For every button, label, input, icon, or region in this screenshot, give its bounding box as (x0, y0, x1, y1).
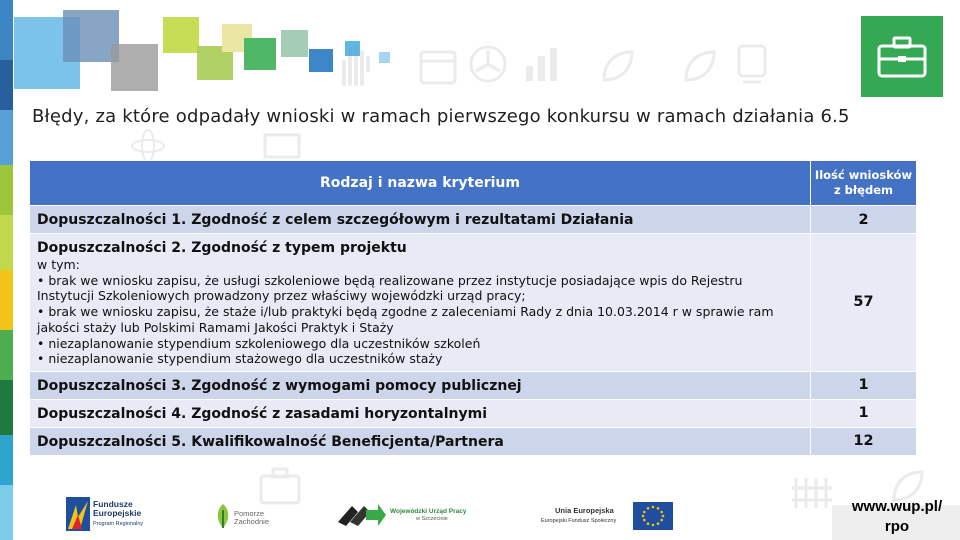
decor-square (379, 52, 390, 63)
decor-square (111, 44, 158, 91)
logo-wup-szczecin (336, 500, 481, 530)
criterion-details (30, 257, 810, 371)
criterion-title: Dopuszczalności 4. Zgodność z zasadami horyzontalnymi (30, 399, 811, 427)
table-row (30, 399, 917, 427)
side-color-strip (0, 0, 13, 540)
presentation-icon (262, 132, 302, 162)
leaf-icon (680, 46, 720, 86)
url-link[interactable] (836, 497, 958, 537)
detail-line: • brak we wniosku zapisu, że usługi szkoleniowe będą realizowane przez instytucje posiadające wpis do Rejestru (37, 272, 743, 288)
fe-flag-icon (66, 497, 90, 531)
decor-square (309, 49, 333, 72)
url-line2: rpo (884, 518, 910, 535)
detail-line: • niezaplanowanie stypendium szkoleniowego dla uczestników szkoleń (37, 335, 481, 351)
column-header-count-line2: z błędem (833, 183, 893, 197)
criterion-title: Dopuszczalności 5. Kwalifikowalność Beneficjenta/Partnera (30, 427, 811, 455)
tram-icon (735, 42, 769, 86)
error-count: 2 (811, 206, 917, 234)
error-count: 57 (811, 234, 917, 372)
fe-text-line1: Fundusze (93, 499, 133, 509)
criteria-table (29, 160, 917, 456)
column-header-criterion: Rodzaj i nazwa kryterium (30, 161, 811, 206)
table-row (30, 234, 917, 372)
column-header-count-line1: Ilość wniosków (814, 168, 913, 182)
table-row (30, 371, 917, 399)
wup-text-line1: Wojewódzki Urząd Pracy (390, 508, 467, 515)
briefcase-icon (876, 35, 928, 79)
calendar-icon (418, 46, 458, 86)
fence-icon (790, 470, 834, 510)
column-header-count (811, 161, 917, 206)
slide-title: Błędy, za które odpadały wnioski w ramach pierwszego konkursu w ramach działania 6.5 (32, 106, 850, 127)
logo-unia-europejska (541, 502, 677, 532)
leaf-icon (598, 46, 638, 86)
table-header-row (30, 161, 917, 206)
fe-text-line3: Program Regionalny (93, 521, 144, 527)
brand-box (861, 16, 943, 97)
url-line1: www.wup.pl/ (851, 498, 943, 515)
logo-fundusze-europejskie (66, 497, 166, 533)
error-count: 1 (811, 399, 917, 427)
detail-line: jakości staży lub Polskimi Ramami Jakości Praktyk i Staży (37, 319, 394, 335)
decor-square (244, 38, 276, 70)
windmill-icon (468, 44, 508, 84)
error-count: 12 (811, 427, 917, 455)
error-count: 1 (811, 371, 917, 399)
criterion-title: Dopuszczalności 3. Zgodność z wymogami pomocy publicznej (30, 371, 811, 399)
decor-square (163, 17, 199, 53)
criterion-title: Dopuszczalności 1. Zgodność z celem szczegółowym i rezultatami Działania (30, 206, 811, 234)
detail-line: Instytucji Szkoleniowych prowadzony przez właściwy wojewódzki urząd pracy; (37, 288, 526, 304)
logo-pomorze-zachodnie (214, 500, 284, 532)
fe-text-line2: Europejskie (93, 508, 142, 518)
detail-line: w tym: (37, 257, 80, 272)
ue-text-line1: Unia Europejska (555, 506, 614, 515)
hand-icon (338, 44, 374, 88)
detail-line: • brak we wniosku zapisu, że staże i/lub praktyki będą zgodne z zaleceniami Rady z dnia 10.03.2014 r w sprawie ram (37, 304, 774, 320)
criterion-cell (30, 234, 811, 372)
wup-text-line2: w Szczecinie (416, 516, 448, 522)
eu-flag-icon (633, 502, 673, 530)
pomorze-text-line1: Pomorze (234, 509, 265, 518)
detail-line: • niezaplanowanie stypendium stażowego dla uczestników staży (37, 351, 443, 367)
table-row (30, 427, 917, 455)
wup-arrows-icon (336, 500, 386, 528)
table-row (30, 206, 917, 234)
atom-icon (130, 128, 166, 164)
ue-text-line2: Europejski Fundusz Społeczny (541, 518, 617, 524)
decor-square (281, 30, 308, 57)
pomorze-text-line2: Zachodnie (234, 517, 270, 526)
chart-icon (522, 44, 562, 84)
criterion-title: Dopuszczalności 2. Zgodność z typem projektu (37, 240, 407, 256)
pomorze-leaf-icon (214, 502, 232, 530)
